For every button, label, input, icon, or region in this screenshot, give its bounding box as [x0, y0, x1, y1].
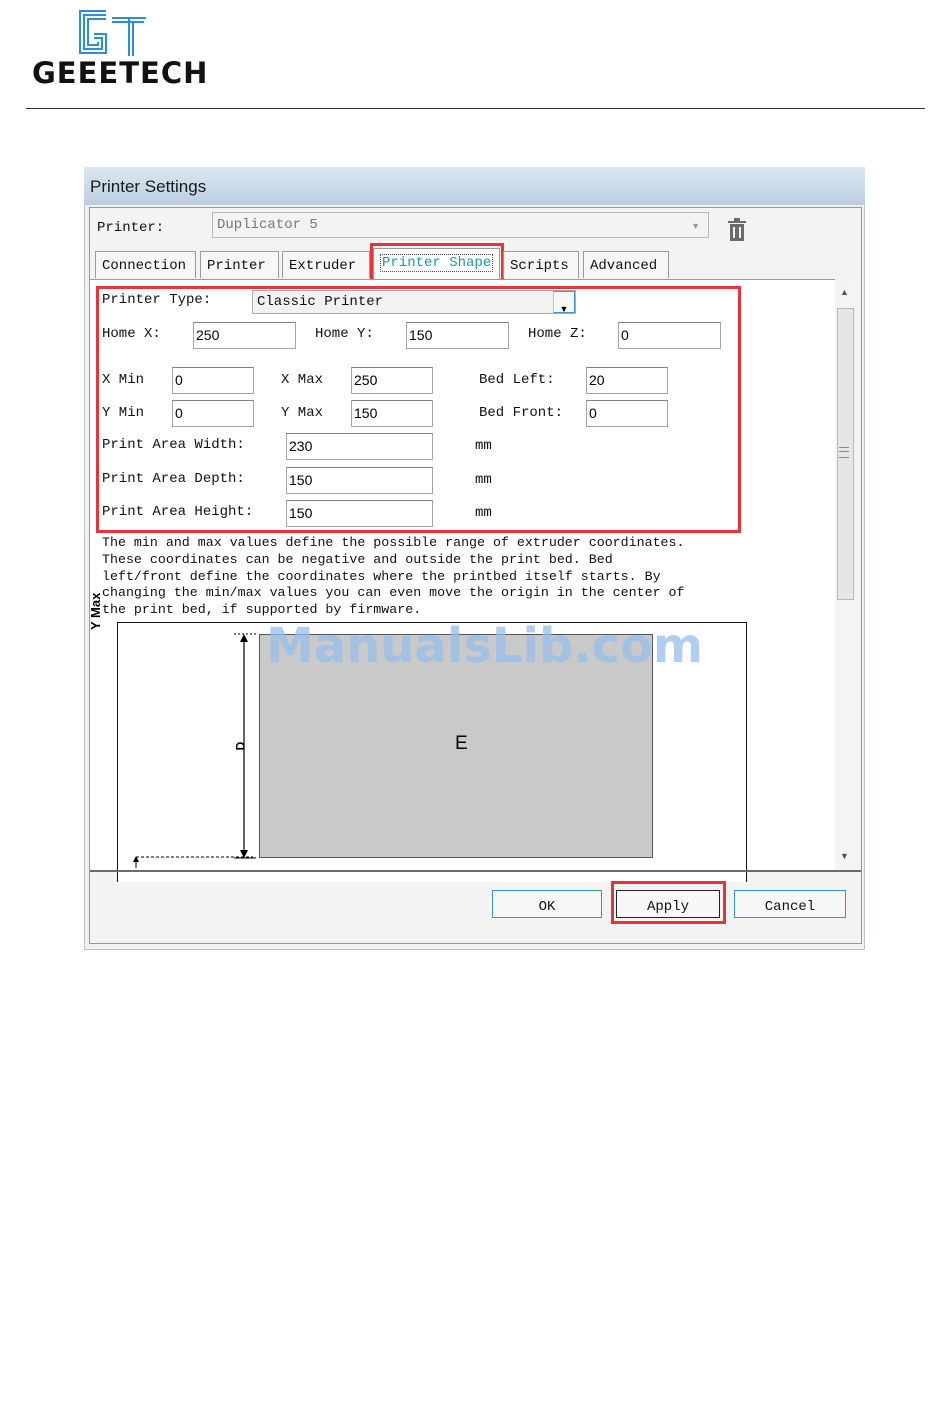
ok-button-label: OK: [538, 899, 556, 915]
home-z-field[interactable]: 0: [618, 322, 721, 349]
depth-marker: D: [233, 741, 248, 751]
x-min-field[interactable]: 0: [172, 367, 254, 394]
tab-label: Advanced: [590, 258, 658, 274]
y-max-label: Y Max: [281, 405, 324, 421]
print-area-height-label: Print Area Height:: [102, 504, 254, 520]
width-unit: mm: [475, 438, 492, 454]
x-min-label: X Min: [102, 372, 145, 388]
printer-type-label: Printer Type:: [102, 292, 212, 308]
tab-advanced[interactable]: [583, 251, 669, 278]
apply-button-label: Apply: [646, 899, 689, 915]
description-line: changing the min/max values you can even move the origin in the center of: [102, 585, 685, 601]
watermark: ManualsLib.com: [266, 618, 703, 674]
ok-button[interactable]: [492, 890, 602, 918]
cancel-button-label: Cancel: [764, 899, 816, 915]
tab-extruder[interactable]: [282, 251, 370, 278]
tab-scripts[interactable]: [503, 251, 579, 278]
printer-select[interactable]: [212, 212, 709, 238]
brand-name: GEEETECH: [32, 56, 209, 90]
printer-select-value: Duplicator 5: [217, 217, 318, 233]
home-x-label: Home X:: [102, 326, 161, 342]
print-area-depth-field[interactable]: 150: [286, 467, 433, 494]
printer-type-select[interactable]: [252, 290, 576, 314]
home-z-label: Home Z:: [528, 326, 587, 342]
depth-unit: mm: [475, 472, 492, 488]
trash-icon[interactable]: [726, 218, 748, 242]
tab-label: Printer Shape: [382, 255, 492, 271]
description-line: the print bed, if supported by firmware.: [102, 602, 422, 618]
description-line: These coordinates can be negative and outside the print bed. Bed: [102, 551, 613, 567]
home-x-field[interactable]: 250: [193, 322, 296, 349]
print-area-depth-label: Print Area Depth:: [102, 471, 245, 487]
x-max-field[interactable]: 250: [351, 367, 433, 394]
y-max-axis-label: Y Max: [88, 592, 103, 630]
printer-type-value: Classic Printer: [257, 294, 384, 310]
printer-label: Printer:: [97, 220, 165, 236]
home-y-label: Home Y:: [315, 326, 374, 342]
printer-shape-tab-highlight: [370, 243, 504, 283]
y-min-label: Y Min: [102, 405, 145, 421]
apply-button-highlight: [611, 881, 726, 924]
bed-left-label: Bed Left:: [479, 372, 555, 388]
tab-connection[interactable]: [95, 251, 196, 278]
header-divider: [26, 108, 925, 109]
description-line: left/front define the coordinates where the printbed itself starts. By: [102, 568, 661, 584]
button-bar-divider: [90, 870, 861, 872]
tab-label: Connection: [102, 258, 187, 274]
tab-label: Scripts: [510, 258, 569, 274]
bed-left-field[interactable]: 20: [586, 367, 668, 394]
cancel-button[interactable]: [734, 890, 846, 918]
home-y-field[interactable]: 150: [406, 322, 509, 349]
print-area-width-field[interactable]: 230: [286, 433, 433, 460]
scroll-up-icon[interactable]: ▲: [840, 287, 849, 297]
front-dimension-line: [128, 854, 268, 870]
print-area-width-label: Print Area Width:: [102, 437, 245, 453]
print-area-height-field[interactable]: 150: [286, 500, 433, 527]
y-max-field[interactable]: 150: [351, 400, 433, 427]
shape-description: [102, 535, 722, 619]
grip-icon: [839, 447, 849, 458]
chevron-down-icon: ▼: [691, 221, 700, 231]
tab-label: Extruder: [289, 258, 357, 274]
tab-label: Printer: [207, 258, 266, 274]
description-line: The min and max values define the possible range of extruder coordinates.: [102, 535, 685, 550]
bed-front-field[interactable]: 0: [586, 400, 668, 427]
area-marker: E: [455, 733, 468, 754]
chevron-down-icon: ▼: [553, 291, 575, 313]
height-unit: mm: [475, 505, 492, 521]
scroll-down-icon[interactable]: ▼: [840, 851, 849, 861]
dialog-title: Printer Settings: [90, 177, 207, 196]
bed-front-label: Bed Front:: [479, 405, 564, 421]
geeetech-logo-mark: [76, 8, 148, 58]
y-min-field[interactable]: 0: [172, 400, 254, 427]
tab-printer[interactable]: [200, 251, 279, 278]
x-max-label: X Max: [281, 372, 324, 388]
